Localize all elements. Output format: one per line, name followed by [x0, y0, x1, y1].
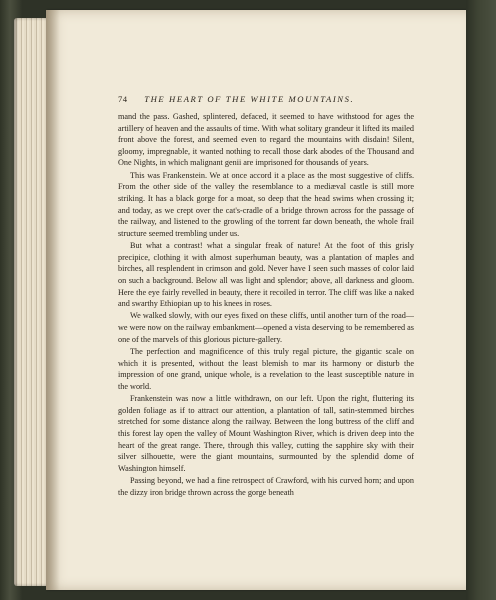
- running-title: THE HEART OF THE WHITE MOUNTAINS.: [144, 94, 355, 104]
- paragraph: Passing beyond, we had a fine retrospect of Crawford, with his curved horn; and upon the dizzy iron bridge thrown across the gorge beneath: [118, 476, 414, 497]
- page-gutter-shadow: [46, 10, 60, 590]
- paragraph: This was Frankenstein. We at once accord it a place as the most suggestive of cliffs. From the other side of the valley the resemblance to a mediæval castle is still more striking. It has a black gorge for a moat, so deep that the head swims when crossing it; and today, as we crept over the cat's-cradle of a bridge thrown across for the passage of the railway, and listened to the growling of the torrent far down beneath, the whole frail structure seemed trembling under us.: [118, 170, 414, 238]
- running-header: [118, 94, 414, 104]
- body-text: [118, 111, 414, 498]
- book-cover-edge: [466, 0, 496, 600]
- paragraph: We walked slowly, with our eyes fixed on these cliffs, until another turn of the road—we were now on the railway embankment—opened a vista deserving to be remembered as one of the marvels of this glorious picture-gallery.: [118, 311, 414, 344]
- paragraph: The perfection and magnificence of this truly regal picture, the gigantic scale on which it is presented, without the least blemish to mar its harmony or disturb the impression of one grand, unique whole, is a revelation to the least susceptible nature in the world.: [118, 347, 414, 391]
- paragraph: mand the pass. Gashed, splintered, defaced, it seemed to have withstood for ages the artillery of heaven and the assaults of time. With what solitary grandeur it lifted its mailed front above the forest, and seemed even to regard the mountains with disdain! Silent, gloomy, impregnable, it wanted nothing to recall those dark abodes of the Thousand and One Nights, in which malignant genii are imprisoned for thousands of years.: [118, 112, 414, 168]
- paragraph: Frankenstein was now a little withdrawn, on our left. Upon the right, fluttering its golden foliage as if to attract our attention, a plantation of tall, satin-stemmed birches stretched for some distance along the railway. Between the long buttress of the cliff and this forest lay open the valley of Mount Washington River, which is driven deep into the heart of the great range. There, through this valley, cutting the sapphire sky with their silver silhouette, were the giant mountains, surmounted by the splendid dome of Washington himself.: [118, 394, 414, 473]
- page-number: 74: [118, 94, 128, 104]
- paragraph: But what a contrast! what a singular freak of nature! At the foot of this grisly precipice, clothing it with almost superhuman beauty, was a plantation of maples and birches, all resplendent in crimson and gold. Never have I seen such masses of color laid on such a background. Below all was light and splendor; above, all darkness and gloom. Here the eye fairly revelled in beauty, there it recoiled in terror. The cliff was like a naked and swarthy Ethiopian up to his knees in roses.: [118, 241, 414, 309]
